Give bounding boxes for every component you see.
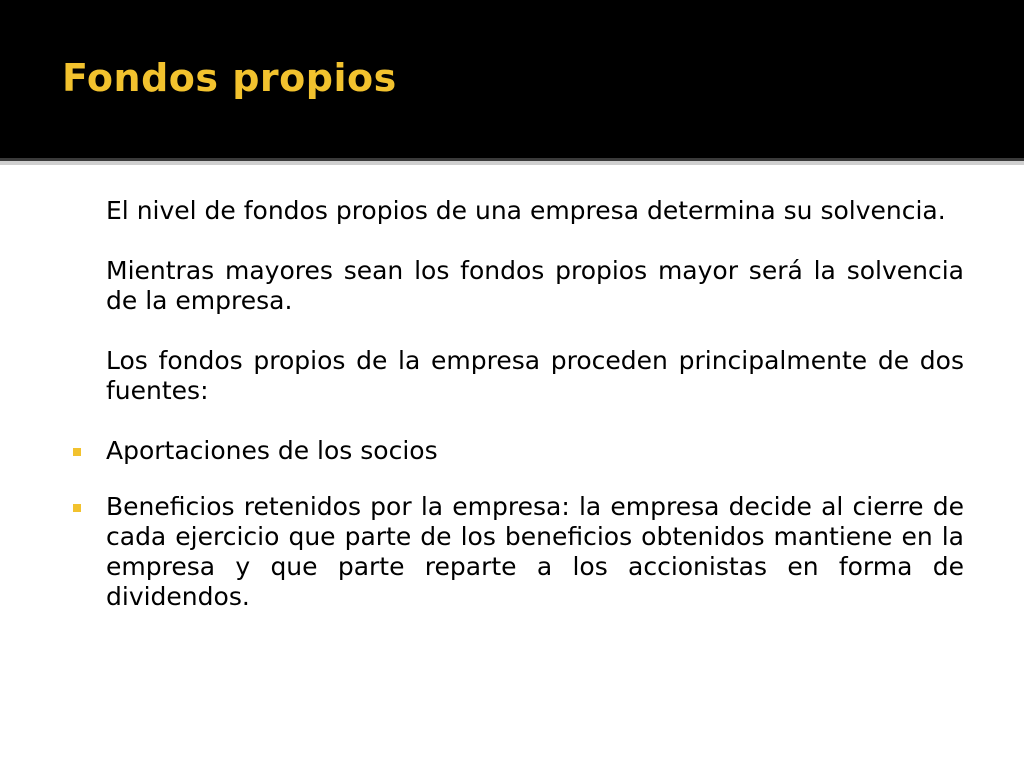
body-paragraph-more-funds: Mientras mayores sean los fondos propios mayor será la solvencia de la empresa. — [106, 256, 964, 315]
slide-title: Fondos propios — [62, 56, 397, 100]
header-divider-light — [0, 161, 1024, 165]
body-paragraph-sources: Los fondos propios de la empresa proceden principalmente de dos fuentes: — [106, 346, 964, 405]
bullet-text: Beneficios retenidos por la empresa: la empresa decide al cierre de cada ejercicio que parte de los beneficios obtenidos mantiene en la empresa y que parte reparte a los accionistas en forma de dividendos. — [106, 492, 964, 611]
bullet-text: Aportaciones de los socios — [106, 436, 438, 465]
body-paragraph-solvency: El nivel de fondos propios de una empresa determina su solvencia. — [106, 196, 946, 225]
square-bullet-icon — [73, 448, 81, 456]
square-bullet-icon — [73, 504, 81, 512]
bullet-item-retained-earnings — [106, 492, 964, 612]
title-header-band — [0, 0, 1024, 158]
slide-body — [106, 196, 964, 612]
bullet-item-contributions — [106, 436, 964, 466]
